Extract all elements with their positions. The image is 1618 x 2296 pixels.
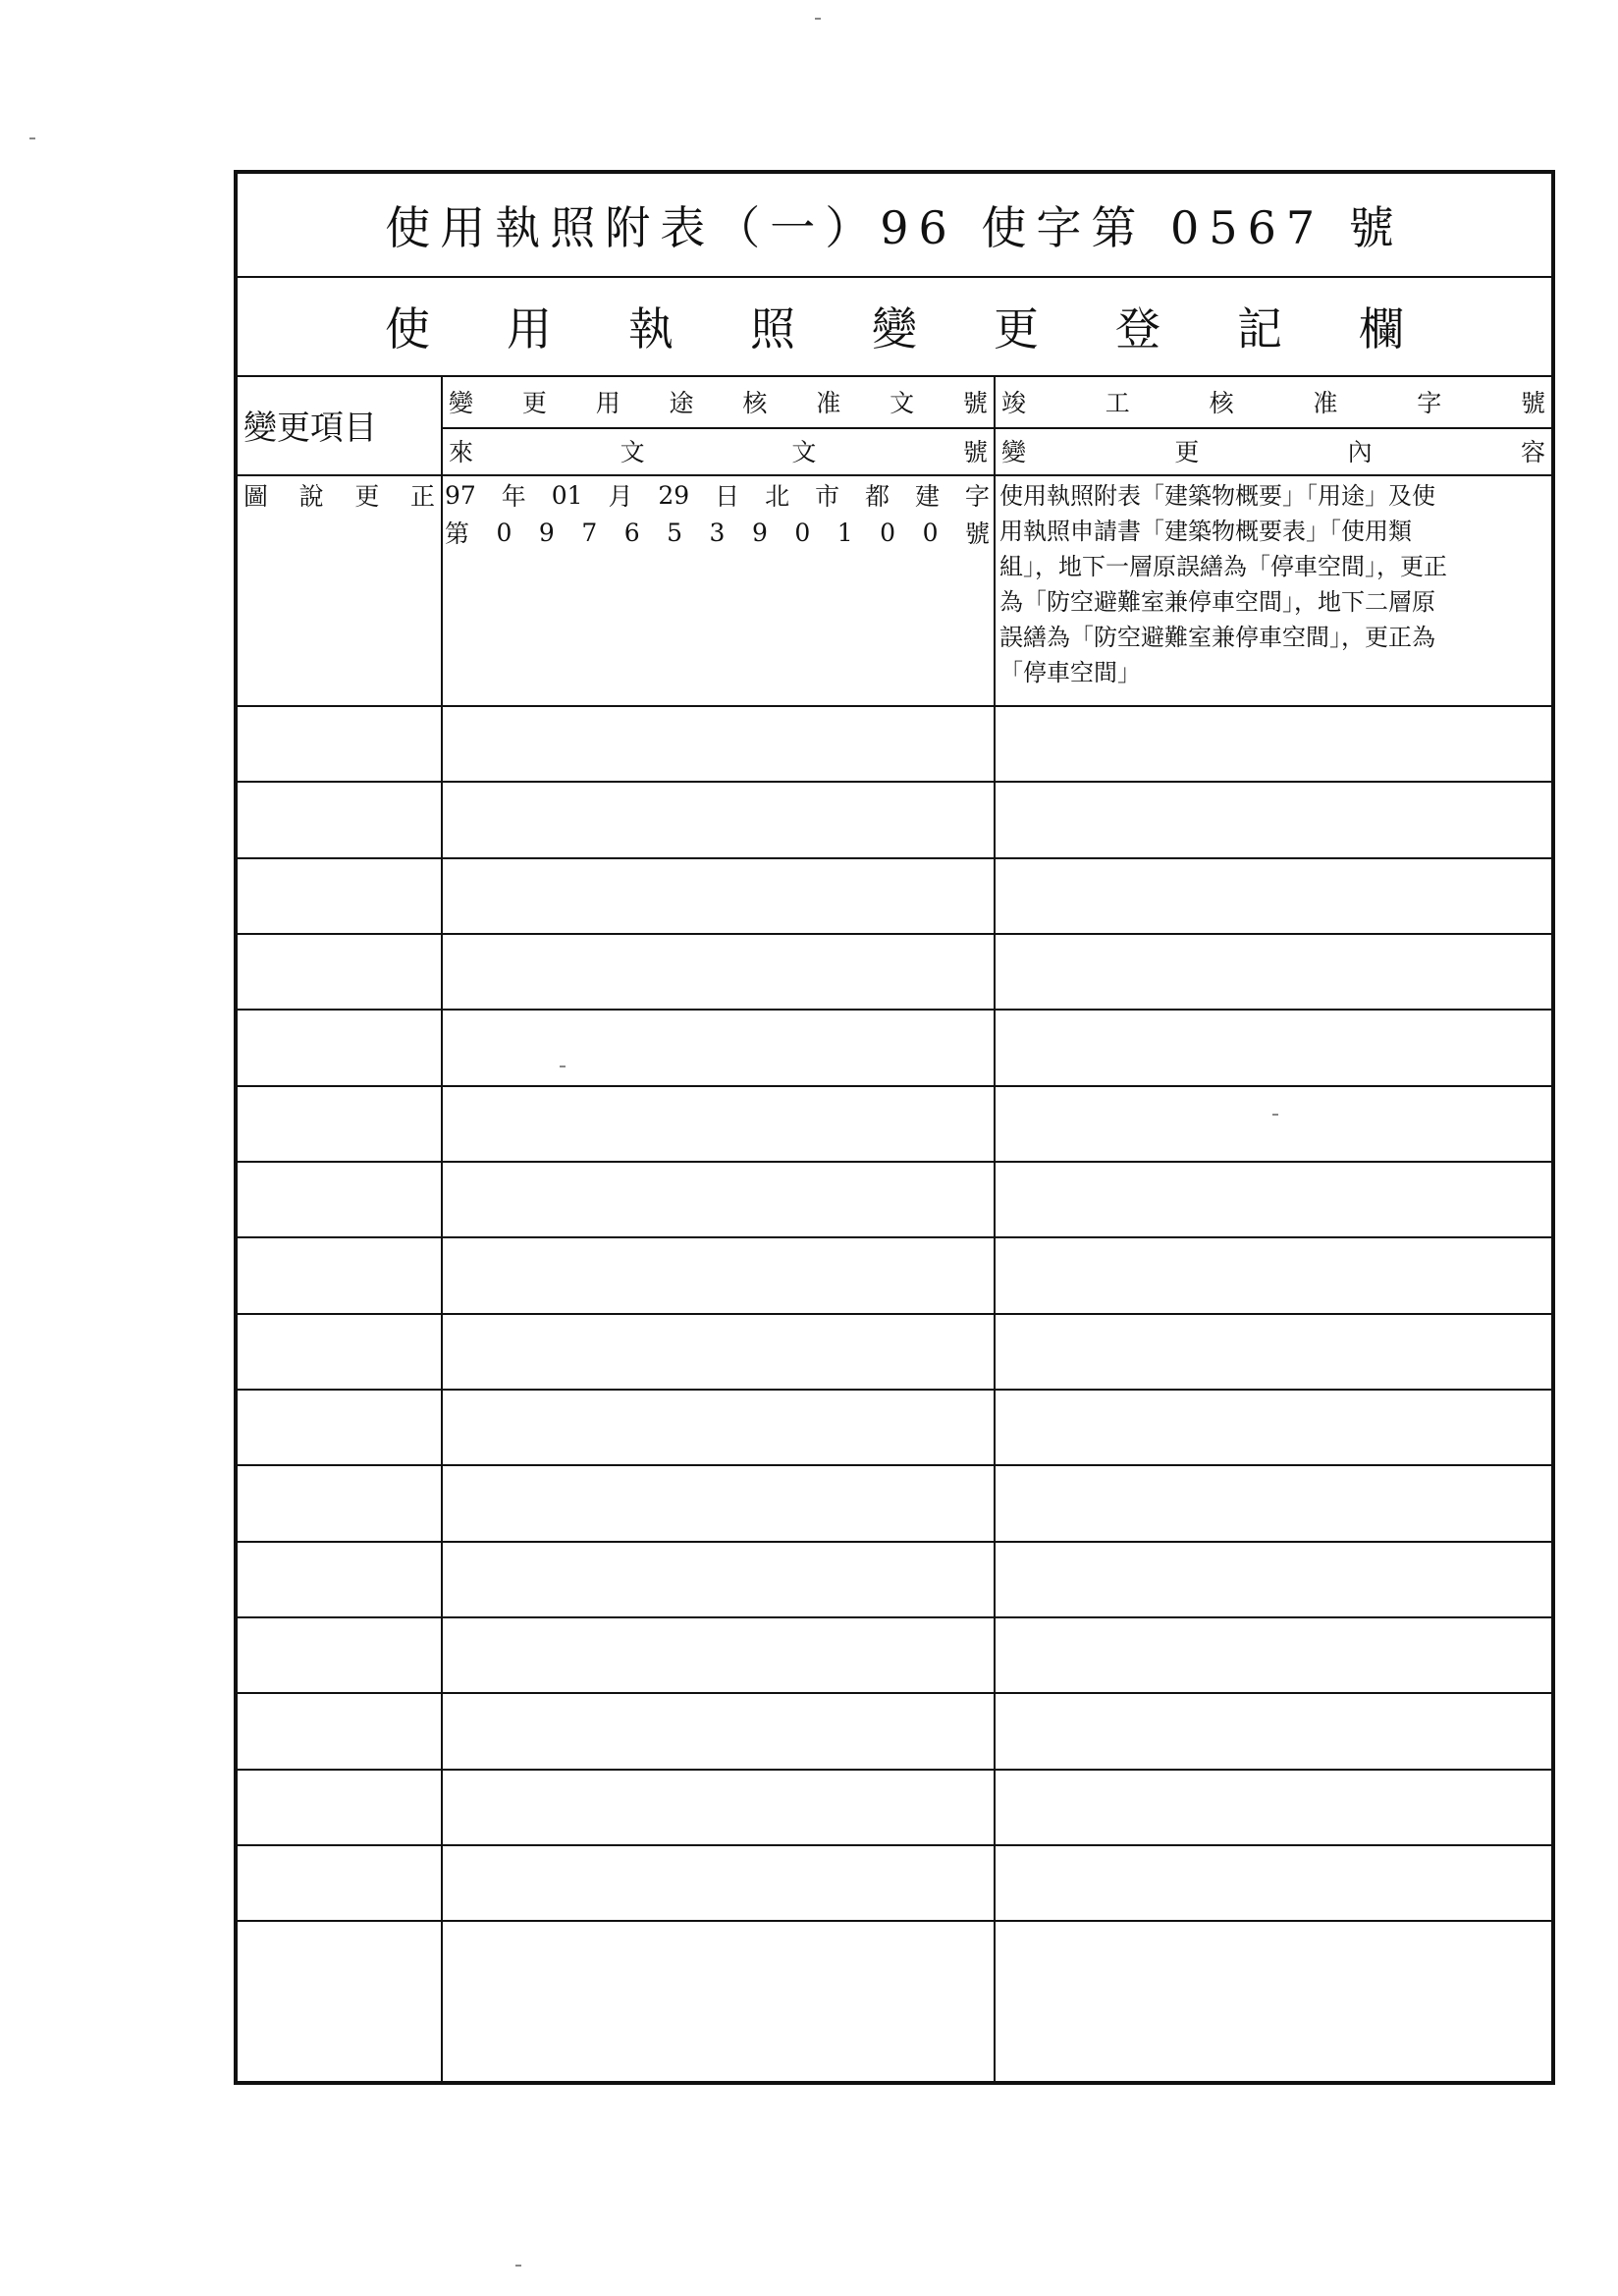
header-char: 准: [1313, 388, 1338, 417]
entry-char: 29: [658, 480, 690, 510]
header-char: 內: [1347, 438, 1373, 466]
column-divider: [994, 375, 996, 2081]
entry-char: 9: [538, 518, 555, 547]
divider: [238, 474, 1551, 476]
header-char: 容: [1520, 438, 1545, 466]
entry-char: 7: [581, 518, 598, 547]
header-char: 核: [742, 388, 768, 417]
subtitle-char: 使: [385, 301, 430, 355]
scan-speck: [29, 137, 35, 139]
approval-doc-no-header: [449, 375, 988, 427]
divider: [441, 427, 1551, 429]
header-char: 變: [449, 388, 474, 417]
table-row-line: [238, 933, 1551, 935]
entry-char: 日: [715, 482, 740, 511]
header-char: 途: [669, 388, 694, 417]
scan-speck: [515, 2265, 521, 2267]
table-row-line: [238, 1236, 1551, 1238]
subtitle-char: 變: [872, 301, 917, 355]
entry-char: 更: [354, 482, 380, 511]
change-content-cell: [999, 478, 1547, 690]
entry-char: 年: [501, 482, 526, 511]
table-row-line: [238, 1313, 1551, 1315]
table-row-line: [238, 1692, 1551, 1694]
subtitle-char: 記: [1237, 301, 1282, 355]
approval-line-2: [445, 516, 990, 549]
content-line: 「停車空間」: [999, 659, 1141, 686]
change-item-header: 變更項目: [243, 409, 377, 448]
entry-char: 5: [667, 518, 683, 547]
table-row-line: [238, 1920, 1551, 1922]
scan-speck: [1272, 1114, 1278, 1116]
table-row-line: [238, 1541, 1551, 1543]
entry-char: 第: [445, 519, 470, 548]
completion-no-header: [1001, 375, 1545, 427]
entry-char: 建: [914, 482, 940, 511]
header-char: 更: [1174, 438, 1200, 466]
content-line: 誤繕為「防空避難室兼停車空間」，更正為: [999, 624, 1435, 651]
scan-speck: [815, 18, 821, 20]
entry-char: 0: [496, 518, 512, 547]
column-divider: [441, 375, 443, 2081]
table-row-line: [238, 1161, 1551, 1163]
subtitle-char: 執: [628, 301, 674, 355]
header-char: 文: [620, 438, 645, 466]
entry-char: 都: [865, 482, 890, 511]
header-char: 核: [1209, 388, 1234, 417]
form-title: 使用執照附表（一）96 使字第 0567 號: [385, 201, 1404, 254]
entry-char: 97: [445, 480, 476, 510]
table-row-line: [238, 1009, 1551, 1011]
header-char: 號: [1520, 388, 1545, 417]
entry-char: 0: [922, 518, 939, 547]
table-row-line: [238, 1616, 1551, 1618]
header-char: 更: [521, 388, 547, 417]
change-registration-form: [234, 170, 1555, 2085]
subtitle-char: 欄: [1359, 301, 1404, 355]
approval-line-1: [445, 478, 990, 512]
entry-char: 3: [709, 518, 726, 547]
entry-char: 0: [880, 518, 896, 547]
header-char: 號: [962, 388, 988, 417]
header-char: 來: [449, 438, 474, 466]
entry-char: 北: [765, 482, 790, 511]
header-char: 變: [1001, 438, 1027, 466]
table-row-line: [238, 1389, 1551, 1391]
entry-char: 正: [409, 482, 435, 511]
subtitle-char: 登: [1115, 301, 1160, 355]
change-content-header: [1001, 427, 1545, 474]
header-char: 竣: [1001, 388, 1027, 417]
table-row-line: [238, 781, 1551, 783]
table-row-line: [238, 1844, 1551, 1846]
table-row-line: [238, 1769, 1551, 1771]
entry-char: 01: [551, 480, 583, 510]
table-row-line: [238, 1464, 1551, 1466]
content-line: 使用執照附表「建築物概要」「用途」及使: [999, 482, 1435, 510]
entry-char: 1: [836, 518, 853, 547]
entry-char: 圖: [243, 482, 269, 511]
entry-char: 9: [751, 518, 768, 547]
table-row-line: [238, 857, 1551, 859]
header-char: 工: [1105, 388, 1130, 417]
incoming-doc-no-header: [449, 427, 988, 474]
table-row-line: [238, 705, 1551, 707]
entry-char: 號: [964, 519, 990, 548]
form-subtitle: [385, 276, 1404, 375]
content-line: 組」，地下一層原誤繕為「停車空間」，更正: [999, 553, 1447, 580]
subtitle-char: 照: [750, 301, 795, 355]
subtitle-char: 更: [994, 301, 1039, 355]
header-char: 號: [962, 438, 988, 466]
entry-char: 字: [964, 482, 990, 511]
subtitle-char: 用: [507, 301, 552, 355]
header-char: 文: [791, 438, 817, 466]
header-char: 用: [595, 388, 620, 417]
entry-char: 月: [608, 482, 633, 511]
content-line: 用執照申請書「建築物概要表」「使用類: [999, 518, 1412, 545]
header-char: 准: [816, 388, 841, 417]
change-item-cell: [243, 478, 435, 512]
entry-char: 說: [298, 482, 324, 511]
entry-char: 6: [623, 518, 640, 547]
table-row-line: [238, 1085, 1551, 1087]
scan-speck: [560, 1066, 566, 1067]
header-char: 字: [1417, 388, 1442, 417]
entry-char: 市: [815, 482, 840, 511]
content-line: 為「防空避難室兼停車空間」，地下二層原: [999, 588, 1435, 616]
header-char: 文: [890, 388, 915, 417]
entry-char: 0: [794, 518, 811, 547]
